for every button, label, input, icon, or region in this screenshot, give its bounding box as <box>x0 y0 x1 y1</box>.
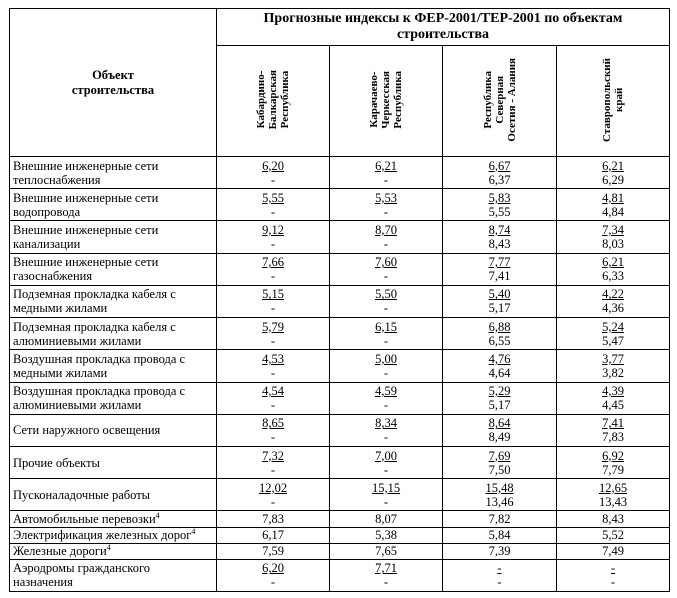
value-cell <box>557 479 670 511</box>
value-cell <box>443 318 557 350</box>
footnote-mark: 4 <box>106 543 111 553</box>
value-cell: 8,43 <box>557 511 670 527</box>
value-top: 5,15 <box>262 287 284 302</box>
object-name: Внешние инженерные сети водопровода <box>10 189 217 221</box>
value-top: 6,15 <box>375 319 397 334</box>
value-cell <box>217 318 330 350</box>
value-bottom: 3,82 <box>602 365 624 380</box>
table-row <box>10 543 670 559</box>
value-bottom: 8,43 <box>488 237 511 252</box>
value-cell <box>217 446 330 478</box>
value-bottom: - <box>383 204 389 219</box>
value-top: 6,21 <box>375 158 397 173</box>
table-row <box>10 350 670 382</box>
value-top: 8,64 <box>488 416 511 431</box>
value-top: 12,02 <box>258 480 288 495</box>
value-top: 7,41 <box>602 416 624 431</box>
value-cell <box>330 157 443 189</box>
value-cell <box>443 382 557 414</box>
value-cell <box>443 414 557 446</box>
value-bottom: - <box>270 269 276 284</box>
value-bottom: 5,17 <box>488 398 511 413</box>
value-cell: 7,39 <box>443 543 557 559</box>
region-header-line: Республика <box>481 70 494 129</box>
region-header-line: Кабардино- <box>255 70 267 129</box>
value-bottom: - <box>383 333 389 348</box>
value-cell <box>330 382 443 414</box>
value-top: 7,69 <box>488 448 511 463</box>
value-top: 5,24 <box>602 319 624 334</box>
value-bottom: - <box>270 575 276 590</box>
value-cell <box>443 189 557 221</box>
value-top: 5,53 <box>375 190 397 205</box>
value-cell <box>217 285 330 317</box>
value-top: 4,76 <box>488 351 511 366</box>
region-header-line: Республика <box>392 70 404 129</box>
table-row <box>10 253 670 285</box>
value-bottom: - <box>383 365 389 380</box>
value-cell <box>443 253 557 285</box>
value-cell <box>557 382 670 414</box>
value-bottom: 13,43 <box>598 494 628 509</box>
value-bottom: - <box>383 237 389 252</box>
value-top: 6,20 <box>262 158 284 173</box>
value-cell <box>217 221 330 253</box>
value-cell <box>217 414 330 446</box>
object-name: Воздушная прокладка провода с алюминиевыми жилами <box>10 382 217 414</box>
value-top: 8,70 <box>375 223 397 238</box>
main-title: Прогнозные индексы к ФЕР-2001/ТЕР-2001 по объектам строительства <box>217 9 670 46</box>
value-bottom: 7,79 <box>602 462 624 477</box>
object-name-text: Автомобильные перевозки <box>13 511 156 526</box>
region-header-kchr <box>330 46 443 157</box>
value-bottom: - <box>383 269 389 284</box>
value-top: 6,21 <box>602 158 624 173</box>
value-cell <box>217 479 330 511</box>
value-bottom: - <box>270 365 276 380</box>
object-name <box>10 543 217 559</box>
value-bottom: 7,83 <box>602 430 624 445</box>
value-cell <box>557 414 670 446</box>
value-bottom: 6,37 <box>488 172 511 187</box>
value-top: 7,66 <box>262 255 284 270</box>
value-top: 7,71 <box>375 561 397 576</box>
value-top: 7,32 <box>262 448 284 463</box>
value-cell: 7,65 <box>330 543 443 559</box>
value-top: 8,65 <box>262 416 284 431</box>
indices-table <box>9 8 670 592</box>
value-cell <box>217 253 330 285</box>
object-name: Внешние инженерные сети канализации <box>10 221 217 253</box>
value-top: - <box>610 561 616 576</box>
value-bottom: 7,41 <box>488 269 511 284</box>
value-cell: 7,49 <box>557 543 670 559</box>
table-row <box>10 318 670 350</box>
value-top: 8,34 <box>375 416 397 431</box>
value-cell <box>557 157 670 189</box>
object-name <box>10 527 217 543</box>
value-top: 12,65 <box>598 480 628 495</box>
value-cell <box>217 189 330 221</box>
value-bottom: - <box>270 398 276 413</box>
value-bottom: 5,55 <box>488 204 511 219</box>
object-name <box>10 511 217 527</box>
value-top: 5,55 <box>262 190 284 205</box>
value-cell: 7,82 <box>443 511 557 527</box>
value-top: 6,21 <box>602 255 624 270</box>
table-row <box>10 414 670 446</box>
value-bottom: - <box>383 301 389 316</box>
footnote-mark: 4 <box>191 526 196 536</box>
value-top: 15,15 <box>371 480 401 495</box>
value-cell <box>330 559 443 591</box>
value-cell: 8,07 <box>330 511 443 527</box>
value-bottom: 4,84 <box>602 204 624 219</box>
value-cell: 5,84 <box>443 527 557 543</box>
value-top: 5,40 <box>488 287 511 302</box>
value-bottom: - <box>270 237 276 252</box>
value-cell <box>443 479 557 511</box>
value-bottom: 8,03 <box>602 237 624 252</box>
object-name-text: Электрификация железных дорог <box>13 528 192 543</box>
value-bottom: - <box>383 494 389 509</box>
object-label-line: строительства <box>71 82 155 97</box>
region-header-line: Карачаево- <box>368 71 380 128</box>
region-header-stavropol <box>557 46 670 157</box>
value-cell <box>330 285 443 317</box>
value-cell <box>330 253 443 285</box>
table-row <box>10 382 670 414</box>
value-cell <box>330 318 443 350</box>
value-cell <box>557 253 670 285</box>
value-cell <box>330 479 443 511</box>
region-header-line: Осетия - Алания <box>505 57 518 142</box>
value-cell <box>557 285 670 317</box>
region-header-rso <box>443 46 557 157</box>
value-top: 7,34 <box>602 223 624 238</box>
table-row <box>10 221 670 253</box>
value-top: 6,20 <box>262 561 284 576</box>
table-row <box>10 527 670 543</box>
value-top: 3,77 <box>602 351 624 366</box>
value-top: 6,92 <box>602 448 624 463</box>
value-top: 5,29 <box>488 384 511 399</box>
value-bottom: - <box>383 398 389 413</box>
value-bottom: 6,29 <box>602 172 624 187</box>
value-bottom: - <box>270 333 276 348</box>
value-cell: 7,83 <box>217 511 330 527</box>
value-top: 8,74 <box>488 223 511 238</box>
value-top: 6,88 <box>488 319 511 334</box>
object-column-header <box>10 9 217 157</box>
value-top: 5,79 <box>262 319 284 334</box>
value-top: 6,67 <box>488 158 511 173</box>
object-name: Подземная прокладка кабеля с медными жилами <box>10 285 217 317</box>
table-row <box>10 285 670 317</box>
value-cell: 7,59 <box>217 543 330 559</box>
value-top: 5,83 <box>488 190 511 205</box>
value-top: 4,54 <box>262 384 284 399</box>
value-top: 4,53 <box>262 351 284 366</box>
value-bottom: 4,64 <box>488 365 511 380</box>
value-top: 15,48 <box>485 480 514 495</box>
value-cell <box>217 157 330 189</box>
region-header-line: Северная <box>493 75 506 124</box>
value-top: 4,59 <box>375 384 397 399</box>
value-cell <box>557 350 670 382</box>
value-cell <box>217 382 330 414</box>
value-cell <box>330 221 443 253</box>
value-bottom: - <box>383 575 389 590</box>
value-cell <box>443 157 557 189</box>
value-top: 7,00 <box>375 448 397 463</box>
value-bottom: 7,50 <box>488 462 511 477</box>
object-name: Подземная прокладка кабеля с алюминиевыми жилами <box>10 318 217 350</box>
value-bottom: 4,36 <box>602 301 624 316</box>
table-row <box>10 189 670 221</box>
object-name: Внешние инженерные сети теплоснабжения <box>10 157 217 189</box>
value-cell <box>443 221 557 253</box>
value-cell <box>557 189 670 221</box>
value-cell <box>330 350 443 382</box>
footnote-mark: 4 <box>155 510 160 520</box>
table-row <box>10 511 670 527</box>
region-header-line: Ставропольский <box>601 57 613 142</box>
value-top: 7,60 <box>375 255 397 270</box>
table-row <box>10 559 670 591</box>
object-name: Внешние инженерные сети газоснабжения <box>10 253 217 285</box>
table-row <box>10 479 670 511</box>
table-body <box>10 157 670 592</box>
object-name: Сети наружного освещения <box>10 414 217 446</box>
value-cell: 6,17 <box>217 527 330 543</box>
value-cell <box>557 221 670 253</box>
table-row <box>10 446 670 478</box>
value-bottom: 6,55 <box>488 333 511 348</box>
value-bottom: - <box>270 494 276 509</box>
region-header-line: Балкарская <box>267 69 279 130</box>
value-cell <box>330 189 443 221</box>
value-bottom: - <box>270 204 276 219</box>
value-top: 4,81 <box>602 190 624 205</box>
value-top: 4,22 <box>602 287 624 302</box>
value-top: 5,50 <box>375 287 397 302</box>
table-row <box>10 157 670 189</box>
value-bottom: - <box>270 172 276 187</box>
region-header-line: Черкесская <box>380 70 392 129</box>
object-name-text: Железные дороги <box>13 544 107 559</box>
value-cell <box>443 559 557 591</box>
value-cell <box>443 285 557 317</box>
region-header-line: Республика <box>279 70 291 129</box>
value-bottom: 6,33 <box>602 269 624 284</box>
value-top: - <box>497 561 502 576</box>
object-label-line: Объект <box>92 67 134 82</box>
value-cell <box>557 559 670 591</box>
value-bottom: - <box>383 462 389 477</box>
value-cell <box>217 350 330 382</box>
value-bottom: 8,49 <box>488 430 511 445</box>
value-top: 7,77 <box>488 255 511 270</box>
object-name: Прочие объекты <box>10 446 217 478</box>
value-cell <box>330 446 443 478</box>
value-bottom: 5,47 <box>602 333 624 348</box>
value-cell <box>217 559 330 591</box>
value-bottom: - <box>270 430 276 445</box>
region-header-line: край <box>613 87 625 112</box>
value-bottom: - <box>497 575 502 590</box>
object-name: Пусконаладочные работы <box>10 479 217 511</box>
value-top: 9,12 <box>262 223 284 238</box>
value-bottom: 5,17 <box>488 301 511 316</box>
object-name: Аэродромы гражданского назначения <box>10 559 217 591</box>
object-name: Воздушная прокладка провода с медными жилами <box>10 350 217 382</box>
value-bottom: - <box>270 301 276 316</box>
value-top: 5,00 <box>375 351 397 366</box>
value-cell: 5,38 <box>330 527 443 543</box>
value-bottom: - <box>383 430 389 445</box>
value-cell <box>557 446 670 478</box>
value-cell: 5,52 <box>557 527 670 543</box>
value-cell <box>557 318 670 350</box>
value-bottom: 13,46 <box>485 494 514 509</box>
value-cell <box>330 414 443 446</box>
value-bottom: - <box>610 575 616 590</box>
value-bottom: 4,45 <box>602 398 624 413</box>
value-cell <box>443 350 557 382</box>
value-cell <box>443 446 557 478</box>
region-header-kbr <box>217 46 330 157</box>
value-top: 4,39 <box>602 384 624 399</box>
value-bottom: - <box>383 172 389 187</box>
value-bottom: - <box>270 462 276 477</box>
